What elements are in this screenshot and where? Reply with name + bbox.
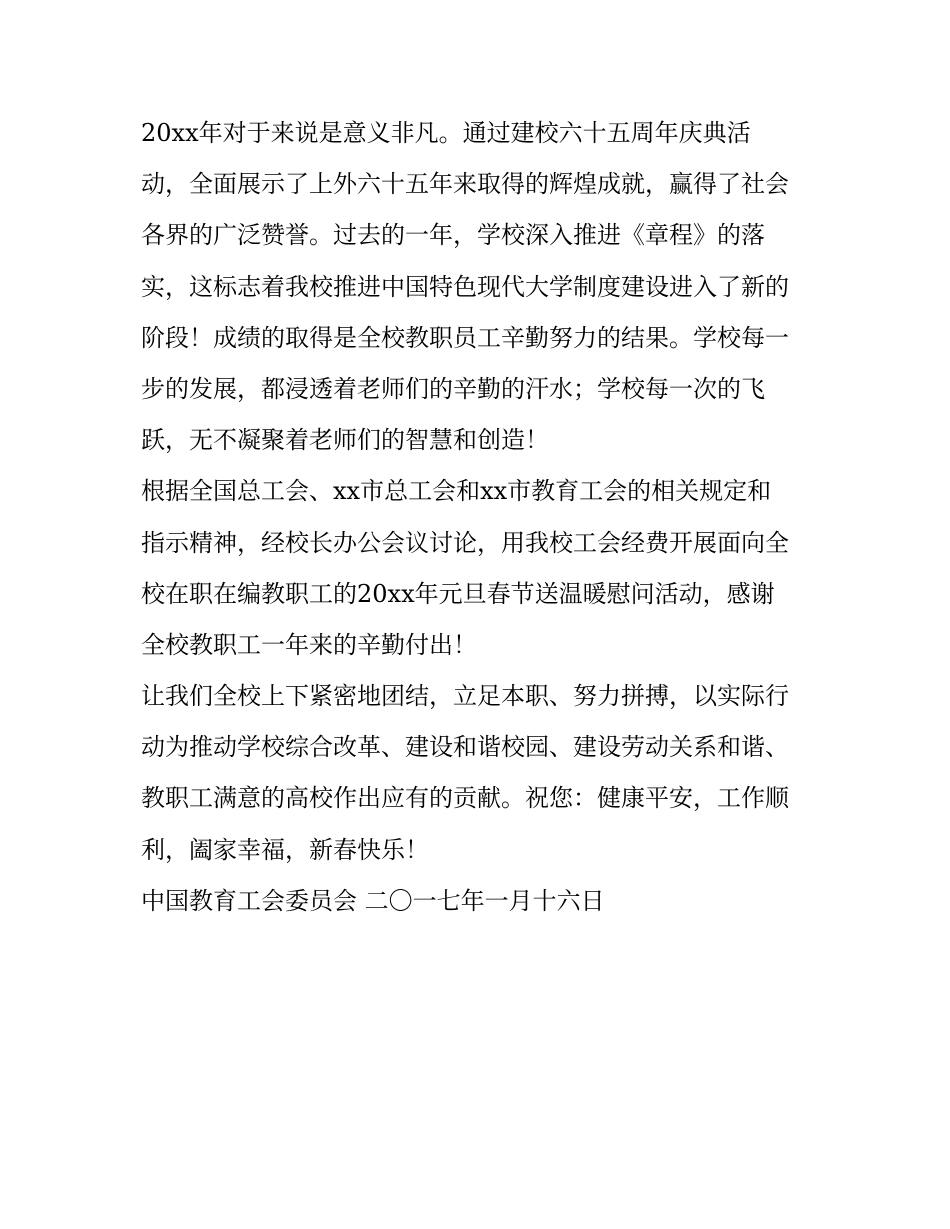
document-body	[141, 108, 821, 927]
text-line: 20xx年对于来说是意义非凡。通过建校六十五周年庆典活	[141, 119, 751, 147]
text-line: 根据全国总工会、xx市总工会和xx市教育工会的相关规定和	[141, 477, 772, 506]
text-line: 让我们全校上下紧密地团结，立足本职、努力拼搏，以实际行	[141, 682, 789, 711]
text-line: 步的发展，都浸透着老师们的辛勤的汗水；学校每一次的飞	[141, 374, 765, 403]
text-line: 教职工满意的高校作出应有的贡献。祝您：健康平安，工作顺	[141, 784, 789, 813]
text-line: 利，阖家幸福，新春快乐！	[141, 835, 429, 864]
paragraph-1	[141, 108, 821, 466]
paragraph-3	[141, 671, 821, 876]
text-line: 各界的广泛赞誉。过去的一年，学校深入推进《章程》的落	[141, 221, 765, 250]
text-line: 指示精神，经校长办公会议讨论，用我校工会经费开展面向全	[141, 528, 789, 557]
signature-paragraph	[141, 876, 821, 927]
text-line: 跃，无不凝聚着老师们的智慧和创造！	[141, 426, 549, 455]
signature-line: 中国教育工会委员会 二〇一七年一月十六日	[141, 886, 605, 915]
text-line: 动为推动学校综合改革、建设和谐校园、建设劳动关系和谐、	[141, 733, 789, 762]
text-line: 校在职在编教职工的20xx年元旦春节送温暖慰问活动，感谢	[141, 579, 775, 608]
text-line: 动，全面展示了上外六十五年来取得的辉煌成就，赢得了社会	[141, 170, 789, 199]
text-line: 实，这标志着我校推进中国特色现代大学制度建设进入了新的	[141, 272, 789, 301]
text-line: 阶段！成绩的取得是全校教职员工辛勤努力的结果。学校每一	[141, 323, 789, 352]
paragraph-2	[141, 466, 821, 671]
text-line: 全校教职工一年来的辛勤付出！	[141, 630, 477, 659]
